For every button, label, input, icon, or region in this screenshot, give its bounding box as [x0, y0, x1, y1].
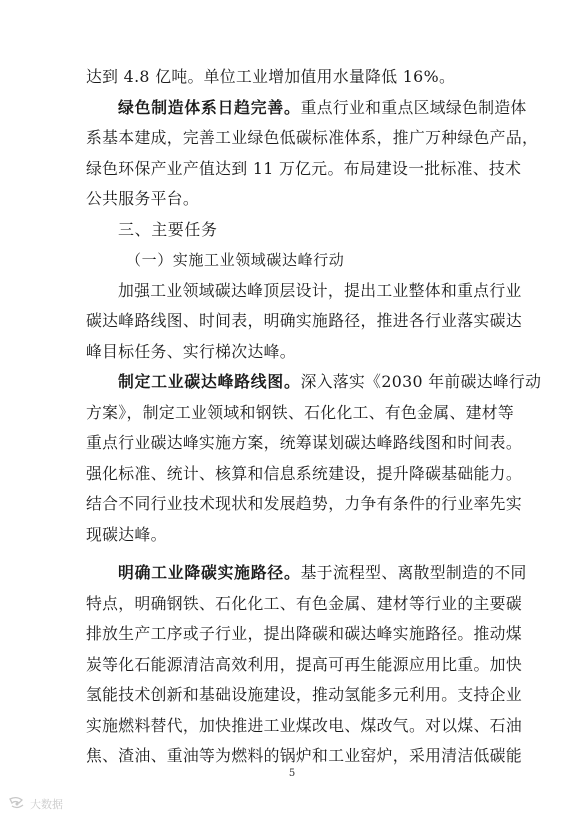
text-line: 结合不同行业技术现状和发展趋势，力争有条件的行业率先实 — [86, 494, 522, 513]
subsection-heading: （一）实施工业领域碳达峰行动 — [126, 251, 345, 269]
text-span: 公共服务平台。 — [86, 189, 200, 208]
text-line: 实施燃料替代，加快推进工业煤改电、煤改气。对以煤、石油 — [86, 715, 522, 735]
text-line — [86, 184, 506, 215]
text-line: 强化标准、统计、核算和信息系统建设，提升降碳基础能力。 — [86, 463, 522, 483]
text-line: 焦、渣油、重油等为燃料的锅炉和工业窑炉，采用清洁低碳能 — [86, 746, 522, 765]
text-line — [86, 154, 522, 185]
watermark-text: 大数据 — [30, 798, 63, 811]
page-number: 5 — [288, 768, 296, 779]
text-line — [86, 558, 527, 589]
brand-logo-icon — [8, 796, 26, 812]
text-line: 方案》，制定工业领域和钢铁、石化化工、有色金属、建材等 — [86, 402, 515, 422]
text-line: 现碳达峰。 — [86, 524, 167, 544]
text-line — [86, 93, 527, 124]
text-line: 重点行业碳达峰实施方案，统筹谋划碳达峰路线图和时间表。 — [86, 433, 522, 452]
text-line: 加强工业领域碳达峰顶层设计，提出工业整体和重点行业 — [118, 280, 522, 300]
bold-lead: 制定工业碳达峰路线图。 — [118, 372, 301, 391]
text-span: 重点行业和重点区域绿色制造体 — [300, 97, 527, 117]
text-span: 基于流程型、离散型制造的不同 — [300, 563, 527, 582]
bold-lead: 绿色制造体系日趋完善。 — [118, 97, 301, 117]
paragraph-gap — [86, 550, 506, 558]
text-line: 炭等化石能源清洁高效利用，提高可再生能源应用比重。加快 — [86, 654, 522, 674]
text-span: 绿色环保产业产值达到 11 万亿元。布局建设一批标准、技术 — [86, 158, 522, 178]
watermark — [8, 796, 63, 812]
text-line: 特点，明确钢铁、石化化工、有色金属、建材等行业的主要碳 — [86, 593, 522, 613]
text-span: 深入落实《2030 年前碳达峰行动 — [300, 372, 542, 391]
bold-lead: 明确工业降碳实施路径。 — [118, 563, 301, 582]
text-line — [86, 123, 539, 154]
text-line: 排放生产工序或子行业，提出降碳和碳达峰实施路径。推动煤 — [86, 624, 522, 643]
text-line: 碳达峰路线图、时间表，明确实施路径，推进各行业落实碳达 — [86, 311, 522, 330]
section-heading: 三、主要任务 — [118, 219, 218, 239]
document-body — [86, 62, 542, 772]
text-line — [86, 367, 542, 398]
text-line: 峰目标任务、实行梯次达峰。 — [86, 341, 296, 361]
text-span: 达到 4.8 亿吨。单位工业增加值用水量降低 16%。 — [86, 67, 456, 86]
text-line — [86, 62, 506, 93]
text-line: 氢能技术创新和基础设施建设，推动氢能多元利用。支持企业 — [86, 685, 522, 704]
text-span: 系基本建成，完善工业绿色低碳标准体系，推广万种绿色产品， — [86, 128, 539, 147]
